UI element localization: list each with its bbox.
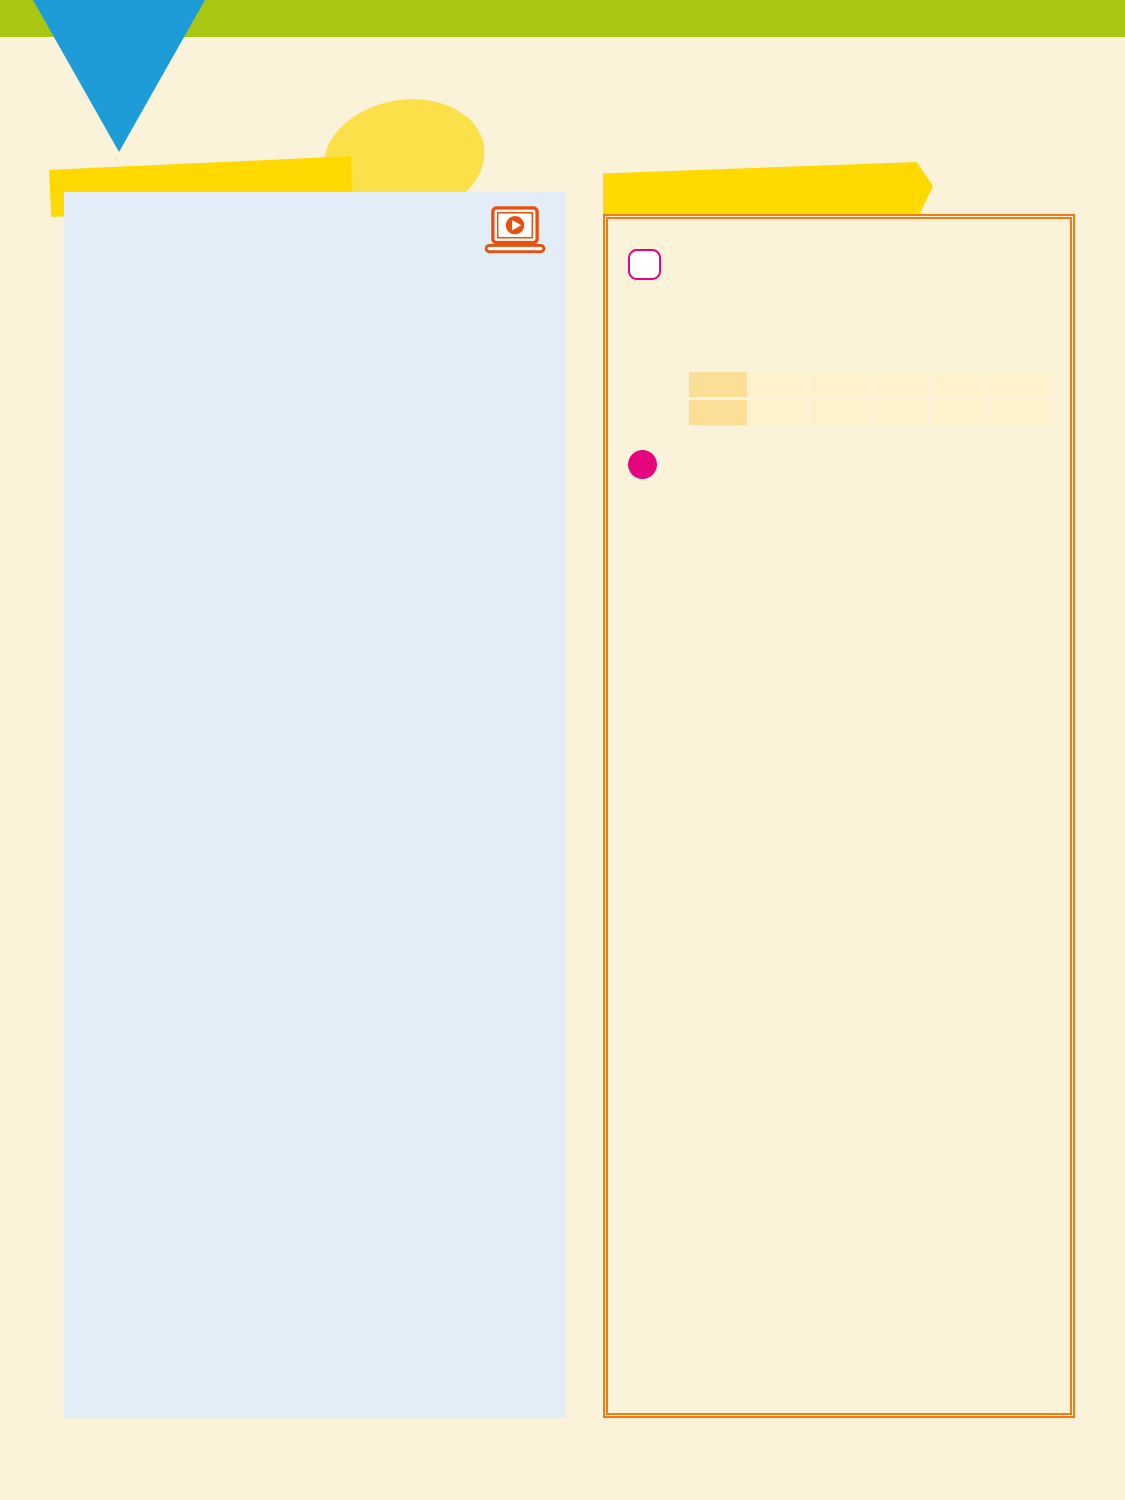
exercise-8-q2 [628,324,1052,352]
wavy-border [64,192,566,1418]
cell [871,372,929,397]
cell [810,372,868,397]
quiz-box [64,192,566,1418]
cell [810,400,868,425]
video-link[interactable] [484,206,546,261]
focus-maths-banner [603,162,933,214]
solution-step2 [628,434,1052,436]
table-row-t [689,372,1049,397]
exercise-8-badge [628,249,661,280]
focus-maths-box [603,214,1075,1418]
cell [992,372,1050,397]
table-row-y [689,400,1049,425]
values-table [686,369,1052,428]
cell [750,400,808,425]
cell [931,372,989,397]
exercise-8-q1 [628,292,1052,320]
exercise-9-badge [628,450,657,479]
page-footer [54,1441,64,1465]
exercise-9-q1 [628,491,1052,519]
cell [750,372,808,397]
cell [992,400,1050,425]
header-triangle [33,0,205,152]
cell [871,400,929,425]
exercise-9-q2 [628,523,1052,551]
row-y-label [689,400,747,425]
row-t-label [689,372,747,397]
laptop-play-icon [484,206,546,256]
cell [931,400,989,425]
